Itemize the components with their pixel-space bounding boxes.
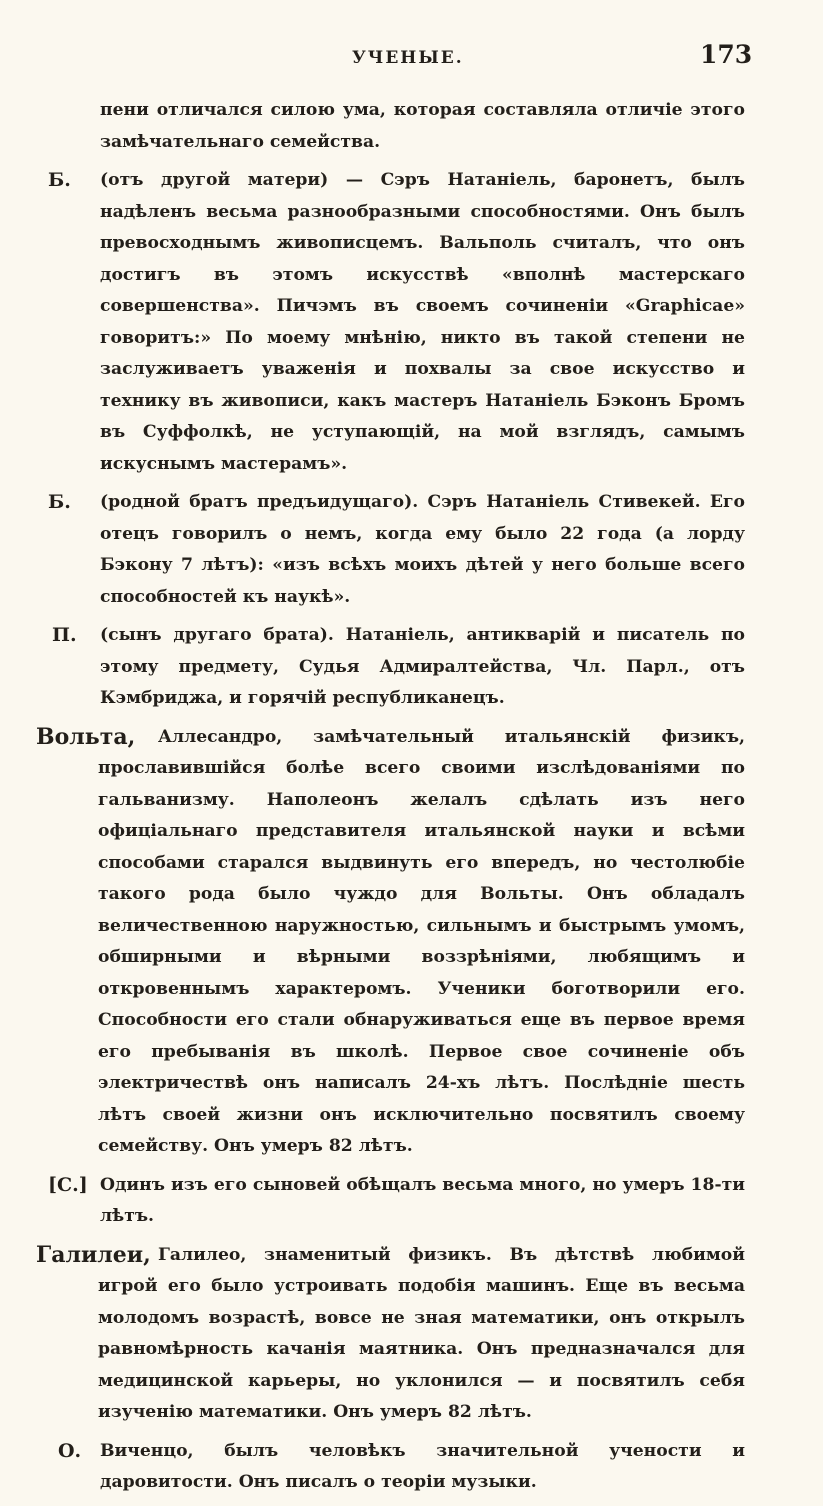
entry-text: Виченцо, былъ человѣкъ значительной учености и даровитости. Онъ писалъ о теоріи музыки.	[100, 1440, 745, 1492]
entry-text: (отъ другой матери) — Сэръ Натаніель, баронетъ, былъ надѣленъ весьма разнообразными способностями. Онъ былъ превосходнымъ живописцемъ. Вальполь считалъ, что онъ достигъ въ этомъ искусствѣ «вполнѣ мастерскаго совершенства». Пичэмъ въ своемъ сочиненіи «Graphicae» говоритъ:» По моему мнѣнію, никто въ такой степени не заслуживаетъ уваженія и похвалы за свое искусство и технику въ живописи, какъ мастеръ Натаніель Бэконъ Бромъ въ Суффолкѣ, не уступающій, на мой взглядъ, самымъ искуснымъ мастерамъ».	[100, 170, 745, 474]
sub-entry	[0, 620, 823, 715]
entry-marker: Б.	[48, 491, 71, 513]
entry-marker: Б.	[48, 169, 71, 191]
sub-entry	[0, 1170, 823, 1233]
entry-headword: Галилеи,	[36, 1241, 151, 1268]
entry-headword: Вольта,	[36, 723, 136, 750]
running-title: УЧЕНЫЕ.	[352, 48, 464, 68]
entry-marker: П.	[52, 624, 77, 646]
entry-text: (родной братъ предъидущаго). Сэръ Натаніель Стивекей. Его отецъ говорилъ о немъ, когда ему было 22 года (а лорду Бэкону 7 лѣтъ): «изъ всѣхъ моихъ дѣтей у него больше всего способностей къ наукѣ».	[100, 492, 745, 607]
entry-text: Одинъ изъ его сыновей обѣщалъ весьма много, но умеръ 18-ти лѣтъ.	[100, 1174, 745, 1226]
page-header	[0, 40, 823, 80]
entry-marker: [С.]	[48, 1173, 88, 1196]
continuation-paragraph	[0, 95, 823, 158]
page-body	[0, 95, 823, 1506]
main-entry	[0, 1240, 823, 1429]
entry-text: Галилео, знаменитый физикъ. Въ дѣтствѣ любимой игрой его было устроивать подобія машинъ. Еще въ весьма молодомъ возрастѣ, вовсе не зная математики, онъ открылъ равномѣрность качанія маятника. Онъ предназначался для медицинской карьеры, но уклонился — и посвятилъ себя изученію математики. Онъ умеръ 82 лѣтъ.	[98, 1244, 745, 1422]
sub-entry	[0, 487, 823, 613]
sub-entry	[0, 1436, 823, 1499]
entry-text: Аллесандро, замѣчательный итальянскій физикъ, прославившійся болѣе всего своими изслѣдованіями по гальванизму. Наполеонъ желалъ сдѣлать изъ него офиціальнаго представителя итальянской науки и всѣми способами старался выдвинуть его впередъ, но честолюбіе такого рода было чуждо для Вольты. Онъ обладалъ величественною наружностью, сильнымъ и быстрымъ умомъ, обширными и вѣрными воззрѣніями, любящимъ и откровеннымъ характеромъ. Ученики боготворили его. Способности его стали обнаруживаться еще въ первое время его пребыванія въ школѣ. Первое свое сочиненіе объ электричествѣ онъ написалъ 24-хъ лѣтъ. Послѣдніе шесть лѣтъ своей жизни онъ исключительно посвятилъ своему семейству. Онъ умеръ 82 лѣтъ.	[98, 726, 745, 1156]
entry-text: (сынъ другаго брата). Натаніель, антикварій и писатель по этому предмету, Судья Адмиралтейства, Чл. Парл., отъ Кэмбриджа, и горячій республиканецъ.	[100, 625, 745, 708]
page-number: 173	[700, 40, 753, 69]
entry-marker: О.	[58, 1439, 82, 1462]
sub-entry	[0, 165, 823, 480]
main-entry	[0, 722, 823, 1163]
paragraph-text: пени отличался силою ума, которая составляла отличіе этого замѣчательнаго семейства.	[100, 100, 745, 152]
